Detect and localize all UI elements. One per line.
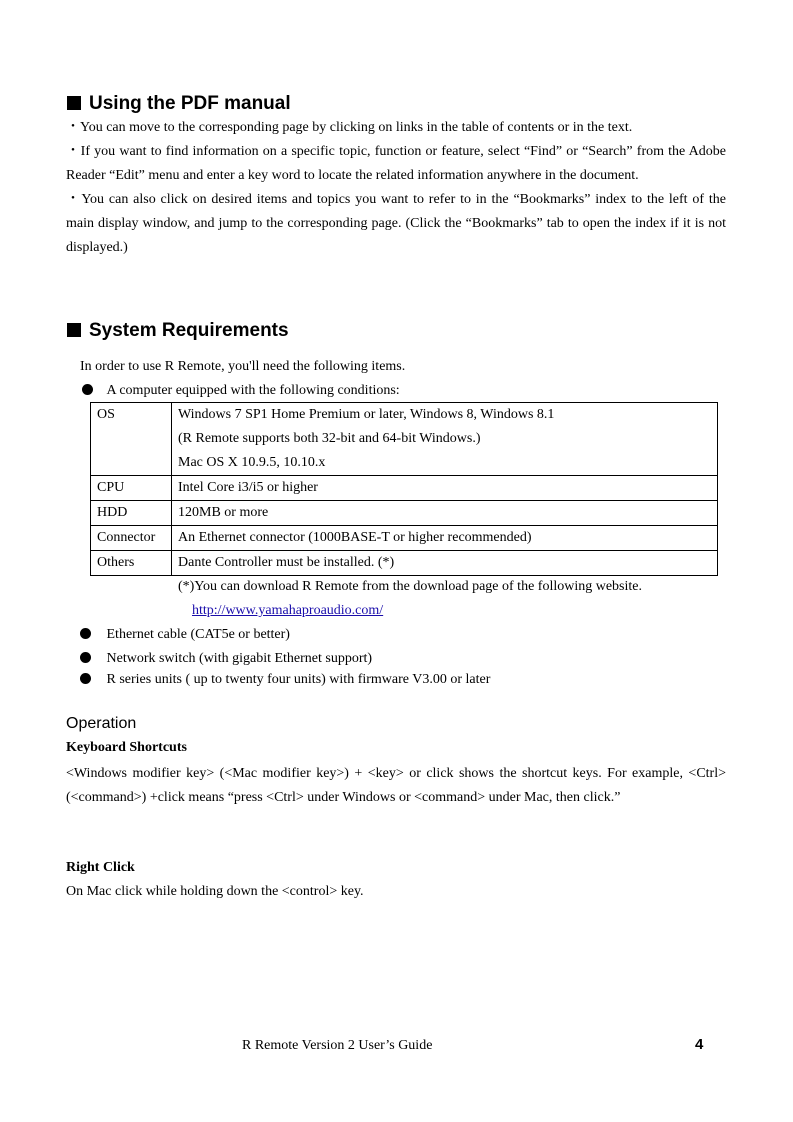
- square-bullet-icon: [67, 96, 81, 110]
- section-heading-system-requirements: [67, 320, 289, 342]
- table-value: Intel Core i3/i5 or higher: [172, 476, 718, 501]
- page-number: 4: [695, 1036, 704, 1053]
- table-key: Others: [91, 551, 172, 576]
- paragraph: ・You can also click on desired items and topics you want to refer to in the “Bookmarks” index to the left of the main display window, and jump to the corresponding page. (Click the “Bookmarks” tab to open the index if it is not displayed.): [66, 192, 726, 255]
- list-item: [80, 670, 490, 690]
- right-click-title: Right Click: [66, 860, 135, 875]
- table-key: HDD: [91, 501, 172, 526]
- right-click-text: On Mac click while holding down the <control> key.: [66, 884, 364, 899]
- computer-bullet: [82, 381, 400, 401]
- section-title: Using the PDF manual: [89, 93, 291, 114]
- value-line: Windows 7 SP1 Home Premium or later, Windows 8, Windows 8.1: [178, 407, 555, 422]
- bullet-icon: [80, 628, 91, 639]
- table-row: [91, 526, 718, 551]
- footer-guide-title: R Remote Version 2 User’s Guide: [242, 1038, 433, 1053]
- paragraph: ・If you want to find information on a specific topic, function or feature, select “Find” or “Search” from the Adobe Reader “Edit” menu and enter a key word to locate the related information anywhere in the document.: [66, 144, 726, 183]
- bullet-icon: [80, 673, 91, 684]
- list-item-text: Ethernet cable (CAT5e or better): [106, 627, 290, 642]
- table-value: Dante Controller must be installed. (*): [172, 551, 718, 576]
- table-key: Connector: [91, 526, 172, 551]
- paragraph: <Windows modifier key> (<Mac modifier key>) + <key> or click shows the shortcut keys. For example, <Ctrl> (<command>) +click means “press <Ctrl> under Windows or <command> under Mac, then click.”: [66, 766, 726, 805]
- keyboard-shortcuts-text: [66, 762, 726, 810]
- table-row: [91, 501, 718, 526]
- table-key: OS: [91, 403, 172, 476]
- value-line: Mac OS X 10.9.5, 10.10.x: [178, 455, 326, 470]
- requirements-table: [90, 402, 718, 576]
- table-key: CPU: [91, 476, 172, 501]
- operation-heading: Operation: [66, 715, 137, 732]
- value-line: (R Remote supports both 32-bit and 64-bit Windows.): [178, 431, 481, 446]
- bullet-icon: [80, 652, 91, 663]
- paragraph: ・You can move to the corresponding page by clicking on links in the table of contents or in the text.: [66, 120, 633, 135]
- table-value: [172, 403, 718, 476]
- section-heading-pdf-manual: [67, 93, 291, 115]
- pdf-manual-text: [66, 116, 726, 260]
- section-title: System Requirements: [89, 320, 289, 341]
- download-note: (*)You can download R Remote from the download page of the following website.: [178, 579, 642, 594]
- table-value: 120MB or more: [172, 501, 718, 526]
- computer-label: A computer equipped with the following conditions:: [106, 383, 400, 398]
- list-item-text: Network switch (with gigabit Ethernet support): [106, 651, 373, 666]
- list-item-text: R series units ( up to twenty four units) with firmware V3.00 or later: [106, 672, 491, 687]
- requirements-intro: In order to use R Remote, you'll need the following items.: [80, 359, 406, 374]
- table-row: [91, 403, 718, 476]
- square-bullet-icon: [67, 323, 81, 337]
- table-row: [91, 551, 718, 576]
- keyboard-shortcuts-title: Keyboard Shortcuts: [66, 740, 187, 755]
- table-row: [91, 476, 718, 501]
- website-link[interactable]: [192, 601, 383, 621]
- table-value: An Ethernet connector (1000BASE-T or higher recommended): [172, 526, 718, 551]
- bullet-icon: [82, 384, 93, 395]
- list-item: [80, 625, 290, 645]
- list-item: [80, 649, 372, 669]
- url-text[interactable]: http://www.yamahaproaudio.com/: [192, 603, 384, 618]
